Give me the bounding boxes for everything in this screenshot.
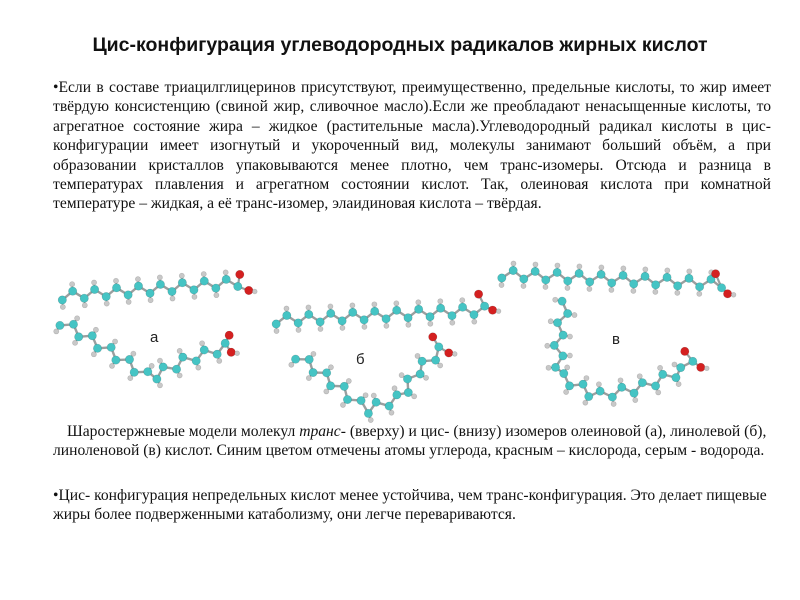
hydrogen-atom	[621, 266, 626, 271]
hydrogen-atom	[75, 316, 80, 321]
carbon-atom	[663, 273, 671, 281]
carbon-atom	[559, 331, 567, 339]
hydrogen-atom	[412, 394, 417, 399]
hydrogen-atom	[637, 374, 642, 379]
carbon-atom	[393, 391, 401, 399]
carbon-atom	[579, 380, 587, 388]
hydrogen-atom	[631, 288, 636, 293]
caption-text-end: (вверху) и цис- (внизу) изомеров олеиновой (а), линолевой (б), линоленовой (в) кислот. Синим цветом отмечены атомы углерода, красным – кислорода, серым - водорода.	[53, 423, 767, 460]
carbon-atom	[69, 320, 77, 328]
hydrogen-atom	[371, 393, 376, 398]
hydrogen-atom	[389, 410, 394, 415]
oxygen-atom	[697, 363, 705, 371]
hydrogen-atom	[109, 363, 114, 368]
carbon-atom	[360, 316, 368, 324]
hydrogen-atom	[583, 400, 588, 405]
hydrogen-atom	[179, 273, 184, 278]
carbon-atom	[90, 285, 98, 293]
carbon-atom	[673, 282, 681, 290]
carbon-atom	[134, 282, 142, 290]
hydrogen-atom	[423, 375, 428, 380]
carbon-atom	[629, 280, 637, 288]
carbon-atom	[212, 284, 220, 292]
hydrogen-atom	[392, 386, 397, 391]
carbon-atom	[364, 409, 372, 417]
hydrogen-atom	[196, 365, 201, 370]
carbon-atom	[112, 284, 120, 292]
oxygen-atom	[445, 349, 453, 357]
carbon-atom	[200, 277, 208, 285]
hydrogen-atom	[201, 271, 206, 276]
hydrogen-atom	[217, 358, 222, 363]
hydrogen-atom	[672, 362, 677, 367]
carbon-atom	[190, 286, 198, 294]
hydrogen-atom	[609, 287, 614, 292]
carbon-atom	[431, 356, 439, 364]
carbon-atom	[102, 292, 110, 300]
hydrogen-atom	[731, 292, 736, 297]
hydrogen-atom	[296, 327, 301, 332]
hydrogen-atom	[633, 397, 638, 402]
hydrogen-atom	[362, 324, 367, 329]
carbon-atom	[550, 341, 558, 349]
carbon-atom	[153, 375, 161, 383]
bullet: •	[53, 487, 59, 504]
carbon-atom	[172, 365, 180, 373]
hydrogen-atom	[170, 296, 175, 301]
hydrogen-atom	[223, 270, 228, 275]
hydrogen-atom	[328, 304, 333, 309]
carbon-atom	[371, 307, 379, 315]
carbon-atom	[93, 344, 101, 352]
caption-italic-trans: транс-	[299, 423, 346, 440]
bullet: •	[53, 79, 59, 96]
carbon-atom	[322, 369, 330, 377]
paragraph-stability	[53, 486, 771, 525]
oxygen-atom	[488, 306, 496, 314]
carbon-atom	[509, 266, 517, 274]
carbon-atom	[531, 267, 539, 275]
carbon-atom	[416, 370, 424, 378]
carbon-atom	[435, 343, 443, 351]
carbon-atom	[338, 317, 346, 325]
oxygen-atom	[225, 331, 233, 339]
hydrogen-atom	[567, 353, 572, 358]
hydrogen-atom	[284, 306, 289, 311]
carbon-atom	[294, 319, 302, 327]
carbon-atom	[392, 306, 400, 314]
hydrogen-atom	[611, 401, 616, 406]
hydrogen-atom	[274, 328, 279, 333]
carbon-atom	[372, 398, 380, 406]
hydrogen-atom	[511, 261, 516, 266]
hydrogen-atom	[577, 264, 582, 269]
carbon-atom	[56, 321, 64, 329]
hydrogen-atom	[548, 319, 553, 324]
carbon-atom	[520, 275, 528, 283]
hydrogen-atom	[199, 341, 204, 346]
carbon-atom	[316, 318, 324, 326]
oxygen-atom	[681, 347, 689, 355]
carbon-atom	[130, 368, 138, 376]
carbon-atom	[112, 356, 120, 364]
oxygen-atom	[245, 286, 253, 294]
hydrogen-atom	[406, 322, 411, 327]
carbon-atom	[80, 294, 88, 302]
hydrogen-atom	[399, 373, 404, 378]
carbon-atom	[608, 279, 616, 287]
hydrogen-atom	[657, 365, 662, 370]
carbon-atom	[213, 350, 221, 358]
carbon-atom	[349, 308, 357, 316]
carbon-atom	[608, 393, 616, 401]
oxygen-atom	[711, 270, 719, 278]
carbon-atom	[200, 346, 208, 354]
hydrogen-atom	[128, 375, 133, 380]
figure-caption	[53, 422, 771, 461]
carbon-atom	[436, 304, 444, 312]
carbon-atom	[343, 395, 351, 403]
carbon-atom	[88, 332, 96, 340]
hydrogen-atom	[687, 269, 692, 274]
hydrogen-atom	[306, 305, 311, 310]
carbon-atom	[560, 369, 568, 377]
hydrogen-atom	[82, 303, 87, 308]
carbon-atom	[551, 363, 559, 371]
hydrogen-atom	[596, 382, 601, 387]
carbon-atom	[618, 383, 626, 391]
oxygen-atom	[227, 348, 235, 356]
hydrogen-atom	[149, 363, 154, 368]
hydrogen-atom	[157, 358, 162, 363]
hydrogen-atom	[394, 301, 399, 306]
hydrogen-atom	[499, 282, 504, 287]
carbon-atom	[596, 387, 604, 395]
hydrogen-atom	[555, 263, 560, 268]
carbon-atom	[404, 314, 412, 322]
hydrogen-atom	[131, 351, 136, 356]
carbon-atom	[159, 363, 167, 371]
hydrogen-atom	[157, 275, 162, 280]
label-v: в	[612, 331, 620, 348]
hydrogen-atom	[416, 300, 421, 305]
hydrogen-atom	[54, 329, 59, 334]
hydrogen-atom	[565, 365, 570, 370]
carbon-atom	[689, 357, 697, 365]
carbon-atom	[470, 310, 478, 318]
hydrogen-atom	[572, 312, 577, 317]
carbon-atom	[107, 343, 115, 351]
carbon-atom	[357, 396, 365, 404]
hydrogen-atom	[450, 320, 455, 325]
carbon-atom	[414, 305, 422, 313]
carbon-atom	[565, 382, 573, 390]
carbon-atom	[641, 272, 649, 280]
carbon-atom	[125, 355, 133, 363]
hydrogen-atom	[618, 378, 623, 383]
hydrogen-atom	[545, 343, 550, 348]
carbon-atom	[124, 291, 132, 299]
hydrogen-atom	[384, 323, 389, 328]
hydrogen-atom	[93, 327, 98, 332]
carbon-atom	[404, 388, 412, 396]
hydrogen-atom	[428, 321, 433, 326]
hydrogen-atom	[565, 285, 570, 290]
carbon-atom	[677, 363, 685, 371]
hydrogen-atom	[460, 298, 465, 303]
hydrogen-atom	[496, 309, 501, 314]
carbon-atom	[156, 280, 164, 288]
carbon-atom	[448, 312, 456, 320]
hydrogen-atom	[214, 293, 219, 298]
hydrogen-atom	[546, 365, 551, 370]
carbon-atom	[326, 382, 334, 390]
carbon-atom	[564, 277, 572, 285]
hydrogen-atom	[252, 289, 257, 294]
hydrogen-atom	[60, 304, 65, 309]
carbon-atom	[68, 287, 76, 295]
hydrogen-atom	[148, 298, 153, 303]
carbon-atom	[498, 274, 506, 282]
carbon-atom	[222, 275, 230, 283]
carbon-atom	[651, 382, 659, 390]
hydrogen-atom	[567, 334, 572, 339]
hydrogen-atom	[177, 348, 182, 353]
hydrogen-atom	[350, 303, 355, 308]
paragraph-fats-text: Если в составе триацилглицеринов присутствуют, преимущественно, предельные кислоты, то жир имеет твёрдую консистенцию (свиной жир, сливочное масло).Если же преобладают ненасыщенные кислоты, то агрегатное состояние жира – жидкое (растительные масла).Углеводородный радикал кислоты в цис-конфигурации имеет изогнутый и укороченный вид, молекулы занимают больший объём, а при образовании кристаллов упаковываются менее плотно, чем транс-изомеры. Отсюда и разница в температурах плавления и агрегатном состоянии кислот. Так, олеиновая кислота при комнатной температуре – жидкая, а её транс-изомер, элаидиновая кислота – твёрдая.	[53, 79, 771, 213]
hydrogen-atom	[157, 383, 162, 388]
hydrogen-atom	[438, 299, 443, 304]
hydrogen-atom	[521, 283, 526, 288]
carbon-atom	[542, 276, 550, 284]
carbon-atom	[305, 355, 313, 363]
carbon-atom	[585, 392, 593, 400]
hydrogen-atom	[643, 267, 648, 272]
carbon-atom	[168, 287, 176, 295]
label-b: б	[356, 351, 365, 368]
hydrogen-atom	[653, 289, 658, 294]
carbon-atom	[178, 279, 186, 287]
carbon-atom	[558, 297, 566, 305]
label-a: а	[150, 329, 159, 346]
hydrogen-atom	[452, 352, 457, 357]
oxygen-atom	[474, 290, 482, 298]
carbon-atom	[144, 368, 152, 376]
hydrogen-atom	[675, 290, 680, 295]
carbon-atom	[553, 319, 561, 327]
hydrogen-atom	[126, 299, 131, 304]
hydrogen-atom	[192, 294, 197, 299]
carbon-atom	[651, 281, 659, 289]
carbon-atom	[234, 282, 242, 290]
hydrogen-atom	[564, 389, 569, 394]
carbon-atom	[630, 389, 638, 397]
hydrogen-atom	[104, 301, 109, 306]
hydrogen-atom	[91, 280, 96, 285]
carbon-atom	[272, 320, 280, 328]
carbon-atom	[385, 402, 393, 410]
hydrogen-atom	[91, 352, 96, 357]
hydrogen-atom	[113, 278, 118, 283]
hydrogen-atom	[340, 325, 345, 330]
carbon-atom	[685, 274, 693, 282]
hydrogen-atom	[697, 291, 702, 296]
carbon-atom	[327, 309, 335, 317]
carbon-atom	[58, 296, 66, 304]
carbon-atom	[597, 270, 605, 278]
hydrogen-atom	[177, 373, 182, 378]
carbon-atom	[192, 357, 200, 365]
carbon-atom	[283, 311, 291, 319]
carbon-atom	[146, 289, 154, 297]
hydrogen-atom	[318, 326, 323, 331]
carbon-atom	[480, 302, 488, 310]
paragraph-stability-text: Цис- конфигурация непредельных кислот менее устойчива, чем транс-конфигурация. Это делает пищевые жиры более подверженными катаболизму, они легче перевариваются.	[53, 487, 767, 524]
carbon-atom	[553, 268, 561, 276]
oxygen-atom	[723, 290, 731, 298]
carbon-atom	[619, 271, 627, 279]
oxygen-atom	[236, 270, 244, 278]
hydrogen-atom	[543, 284, 548, 289]
carbon-atom	[309, 368, 317, 376]
hydrogen-atom	[599, 265, 604, 270]
hydrogen-atom	[135, 277, 140, 282]
hydrogen-atom	[676, 381, 681, 386]
hydrogen-atom	[235, 351, 240, 356]
carbon-atom	[179, 353, 187, 361]
carbon-atom	[586, 278, 594, 286]
hydrogen-atom	[553, 297, 558, 302]
slide-title: Цис-конфигурация углеводородных радикалов жирных кислот	[92, 34, 708, 56]
carbon-atom	[672, 373, 680, 381]
hydrogen-atom	[72, 340, 77, 345]
hydrogen-atom	[472, 319, 477, 324]
carbon-atom	[75, 333, 83, 341]
hydrogen-atom	[372, 302, 377, 307]
hydrogen-atom	[656, 390, 661, 395]
oxygen-atom	[429, 333, 437, 341]
carbon-atom	[340, 382, 348, 390]
hydrogen-atom	[587, 286, 592, 291]
carbon-atom	[403, 375, 411, 383]
carbon-atom	[575, 269, 583, 277]
carbon-atom	[563, 309, 571, 317]
carbon-atom	[291, 355, 299, 363]
carbon-atom	[221, 339, 229, 347]
caption-text-start: Шаростержневые модели молекул	[67, 423, 300, 440]
carbon-atom	[695, 283, 703, 291]
carbon-atom	[458, 303, 466, 311]
carbon-atom	[659, 370, 667, 378]
carbon-atom	[305, 310, 313, 318]
hydrogen-atom	[112, 339, 117, 344]
carbon-atom	[426, 313, 434, 321]
carbon-atom	[559, 352, 567, 360]
hydrogen-atom	[70, 282, 75, 287]
carbon-atom	[638, 379, 646, 387]
hydrogen-atom	[665, 268, 670, 273]
hydrogen-atom	[584, 375, 589, 380]
carbon-atom	[382, 315, 390, 323]
hydrogen-atom	[704, 366, 709, 371]
hydrogen-atom	[533, 262, 538, 267]
carbon-atom	[418, 357, 426, 365]
